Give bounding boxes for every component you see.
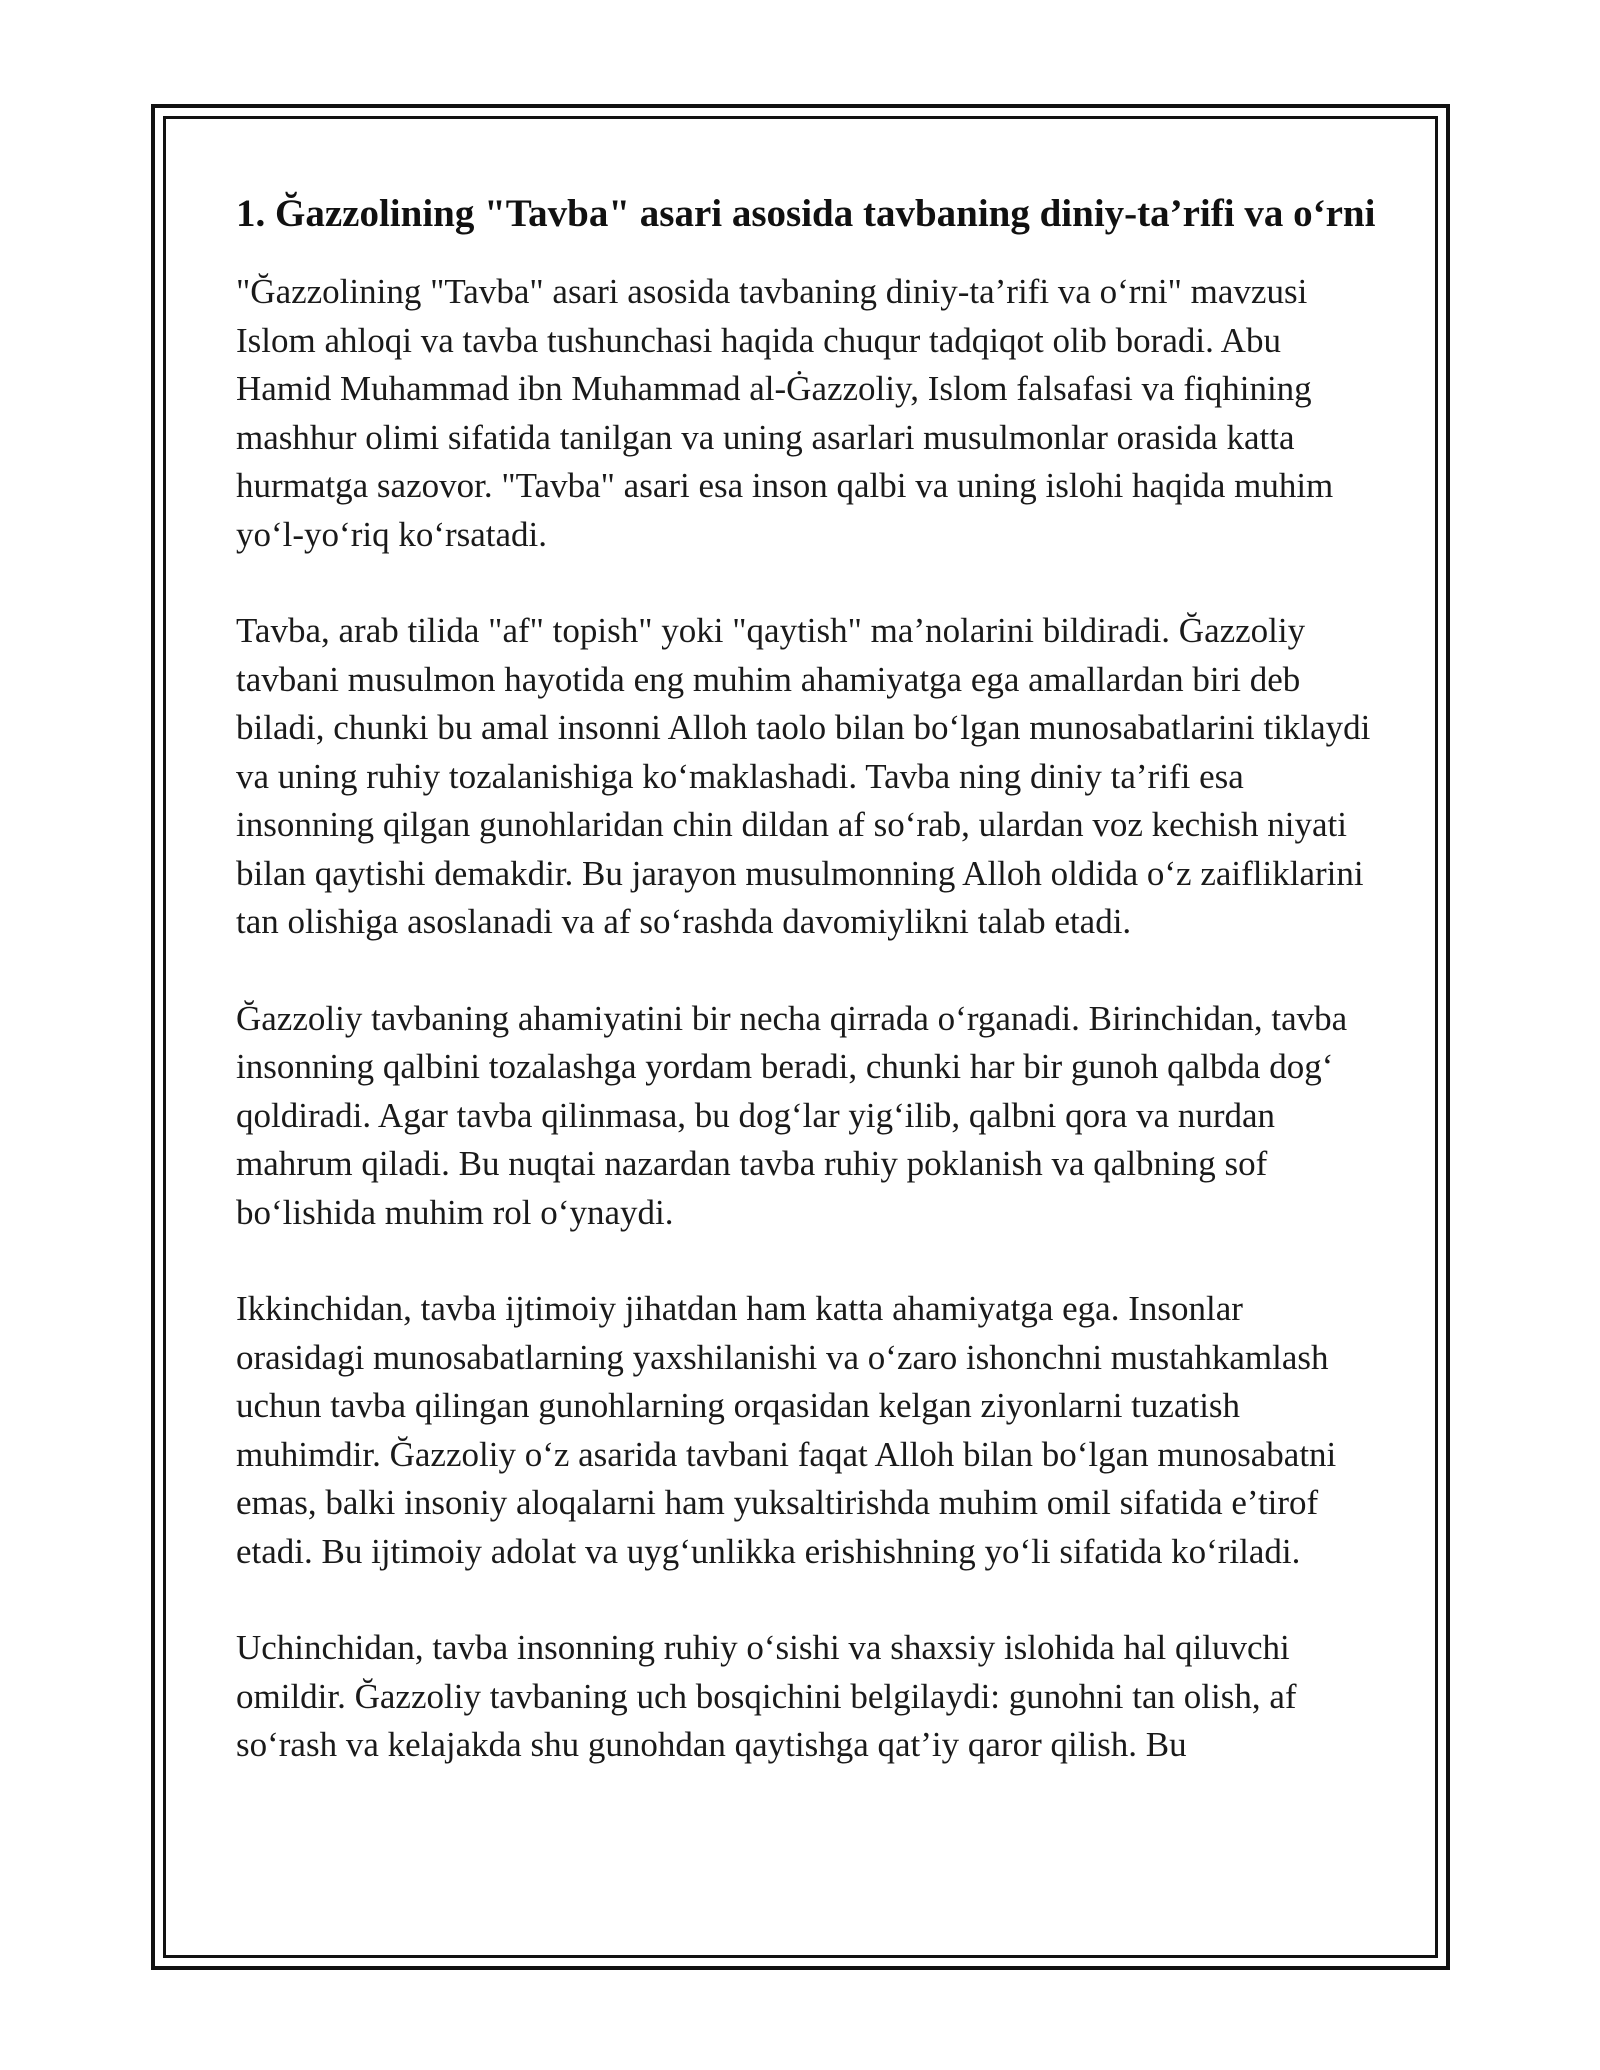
paragraph-second-aspect: Ikkinchidan, tavba ijtimoiy jihatdan ham katta ahamiyatga ega. Insonlar orasidagi munosabatlarning yaxshilanishi va o‘zaro ishonchni mustahkamlash uchun tavba qilingan gunohlarning orqasidan kelgan ziyonlarni tuzatish muhimdir. Ğazzoliy o‘z asarida tavbani faqat Alloh bilan bo‘lgan munosabatni emas, balki insoniy aloqalarni ham yuksaltirishda muhim omil sifatida e’tirof etadi. Bu ijtimoiy adolat va uyg‘unlikka erishishning yo‘li sifatida ko‘riladi. [236, 1289, 1337, 1571]
paragraph-definition: Tavba, arab tilida "af" topish" yoki "qaytish" ma’nolarini bildiradi. Ğazzoliy tavbani musulmon hayotida eng muhim ahamiyatga ega amallardan biri deb biladi, chunki bu amal insonni Alloh taolo bilan bo‘lgan munosabatlarini tiklaydi va uning ruhiy tozalanishiga ko‘maklashadi. Tavba ning diniy ta’rifi esa insonning qilgan gunohlaridan chin dildan af so‘rab, ulardan voz kechish niyati bilan qaytishi demakdir. Bu jarayon musulmonning Alloh oldida o‘z zaifliklarini tan olishiga asoslanadi va af so‘rashda davomiylikni talab etadi. [236, 611, 1371, 941]
section-heading: 1. Ğazzolining "Tavba" asari asosida tavbaning diniy-ta’rifi va o‘rni [236, 192, 1376, 235]
paragraph-first-aspect: Ğazzoliy tavbaning ahamiyatini bir necha qirrada o‘rganadi. Birinchidan, tavba insonning qalbini tozalashga yordam beradi, chunki har bir gunoh qalbda dog‘ qoldiradi. Agar tavba qilinmasa, bu dog‘lar yig‘ilib, qalbni qora va nurdan mahrum qiladi. Bu nuqtai nazardan tavba ruhiy poklanish va qalbning sof bo‘lishida muhim rol o‘ynaydi. [236, 998, 1348, 1232]
paragraph-third-aspect: Uchinchidan, tavba insonning ruhiy o‘sishi va shaxsiy islohida hal qiluvchi omildir. Ğazzoliy tavbaning uch bosqichini belgilaydi: gunohni tan olish, af so‘rash va kelajakda shu gunohdan qaytishga qat’iy qaror qilish. Bu [236, 1628, 1297, 1764]
document-body [236, 186, 1376, 1818]
paragraph-intro: "Ğazzolining "Tavba" asari asosida tavbaning diniy-ta’rifi va o‘rni" mavzusi Islom ahloqi va tavba tushunchasi haqida chuqur tadqiqot olib boradi. Abu Hamid Muhammad ibn Muhammad al-Ġazzoliy, Islom falsafasi va fiqhining mashhur olimi sifatida tanilgan va uning asarlari musulmonlar orasida katta hurmatga sazovor. "Tavba" asari esa inson qalbi va uning islohi haqida muhim yo‘l-yo‘riq ko‘rsatadi. [236, 272, 1334, 554]
